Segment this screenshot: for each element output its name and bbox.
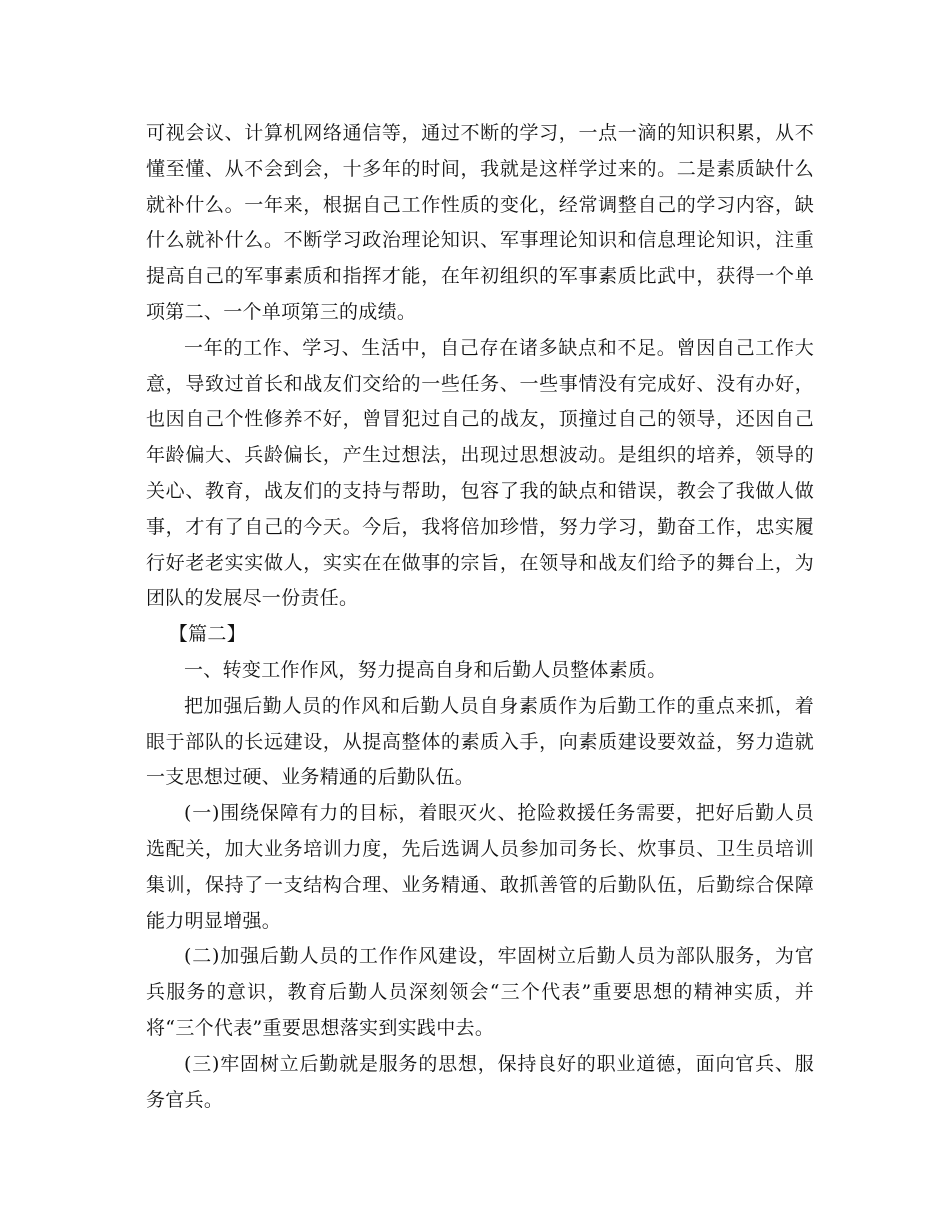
paragraph-logistics-focus: 把加强后勤人员的作风和后勤人员自身素质作为后勤工作的重点来抓，着眼于部队的长远建设，从提高整体的素质入手，向素质建设要效益，努力造就一支思想过硬、业务精通的后勤队伍。 [146, 694, 814, 789]
paragraph-sub-one: (一)围绕保障有力的目标，着眼灭火、抢险救援任务需要，把好后勤人员选配关，加大业务培训力度，先后选调人员参加司务长、炊事员、卫生员培训集训，保持了一支结构合理、业务精通、敢抓善管的后勤队伍，后勤综合保障能力明显增强。 [146, 802, 814, 932]
document-body [146, 116, 814, 1118]
paragraph-shortcomings: 一年的工作、学习、生活中，自己存在诸多缺点和不足。曾因自己工作大意，导致过首长和战友们交给的一些任务、一些事情没有完成好、没有办好，也因自己个性修养不好，曾冒犯过自己的战友，顶撞过自己的领导，还因自己年龄偏大、兵龄偏长，产生过想法，出现过思想波动。是组织的培养，领导的关心、教育，战友们的支持与帮助，包容了我的缺点和错误，教会了我做人做事，才有了自己的今天。今后，我将倍加珍惜，努力学习，勤奋工作，忠实履行好老老实实做人，实实在在做事的宗旨，在领导和战友们给予的舞台上，为团队的发展尽一份责任。 [146, 336, 814, 610]
section-heading: 【篇二】 [168, 623, 246, 646]
paragraph-continuation: 可视会议、计算机网络通信等，通过不断的学习，一点一滴的知识积累，从不懂至懂、从不会到会，十多年的时间，我就是这样学过来的。二是素质缺什么就补什么。一年来，根据自己工作性质的变化，经常调整自己的学习内容，缺什么就补什么。不断学习政治理论知识、军事理论知识和信息理论知识，注重提高自己的军事素质和指挥才能，在年初组织的军事素质比武中，获得一个单项第二、一个单项第三的成绩。 [146, 122, 814, 323]
paragraph-sub-three: (三)牢固树立后勤就是服务的思想，保持良好的职业道德，面向官兵、服务官兵。 [146, 1052, 814, 1111]
paragraph-point-one: 一、转变工作作风，努力提高自身和后勤人员整体素质。 [184, 658, 667, 681]
paragraph-sub-two: (二)加强后勤人员的工作作风建设，牢固树立后勤人员为部队服务，为官兵服务的意识，教育后勤人员深刻领会“三个代表”重要思想的精神实质，并将“三个代表”重要思想落实到实践中去。 [146, 945, 814, 1039]
